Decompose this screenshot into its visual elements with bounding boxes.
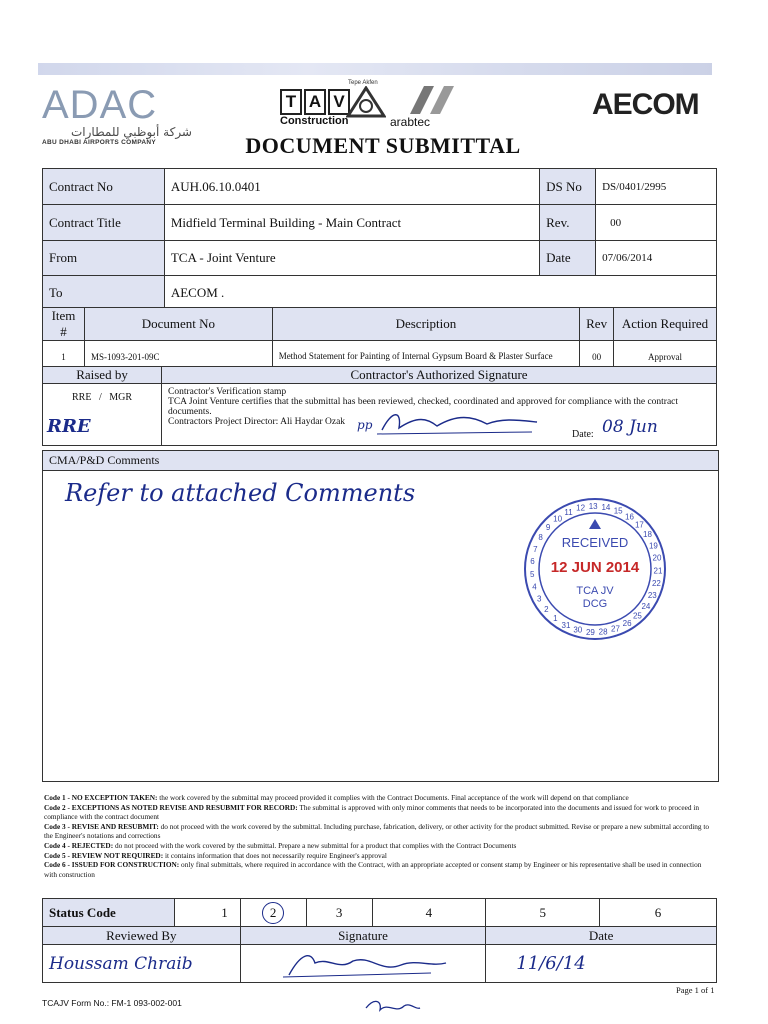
- tav-construction-text: Construction: [280, 115, 349, 127]
- status-code-6: 6: [600, 899, 717, 927]
- stamp-day-number: 9: [545, 522, 551, 532]
- adac-arabic-name: شركة أبوظبي للمطارات: [71, 125, 192, 139]
- status-code-3: 3: [306, 899, 372, 927]
- raised-by-cell: [43, 384, 162, 446]
- certification-text: TCA Joint Venture certifies that the submittal has been reviewed, checked, coordinated and approved for compliance with the contract documents.: [168, 397, 679, 417]
- date-label: Date: [540, 241, 596, 276]
- verification-stamp-cell: [162, 384, 717, 446]
- stamp-day-number: 29: [585, 627, 595, 637]
- stamp-line2: DCG: [582, 598, 608, 610]
- verification-stamp-title: Contractor's Verification stamp: [168, 387, 287, 397]
- reviewer-signature-cell: [240, 945, 486, 983]
- action-cell: Approval: [614, 341, 717, 373]
- date-header: Date: [486, 927, 717, 945]
- item-number-header: Item #: [43, 308, 85, 341]
- to-value: AECOM .: [164, 276, 716, 310]
- code-line: Code 4 - REJECTED: do not proceed with the work covered by the submittal. Prepare a new submittal for a product that complies with the Contract Documents: [44, 840, 517, 850]
- director-signature: [377, 408, 542, 438]
- stamp-day-number: 14: [601, 503, 611, 512]
- arabtec-mark-icon: [400, 84, 460, 116]
- status-code-1: 1: [174, 899, 240, 927]
- aecom-logo: AECOM: [592, 88, 699, 121]
- reviewer-signature: [281, 947, 451, 981]
- adac-logo-text: ADAC: [42, 83, 158, 127]
- stamp-day-number: 3: [536, 594, 542, 604]
- header-scan-bar: [38, 63, 712, 75]
- stamp-day-number: 16: [625, 512, 634, 522]
- rev-value: 00: [596, 205, 717, 241]
- tav-letters: [280, 89, 350, 115]
- tav-subtitle: Tepe Akfen: [348, 80, 378, 86]
- contract-title-label: Contract Title: [43, 205, 165, 241]
- contract-no-label: Contract No: [43, 169, 165, 205]
- date-value: 07/06/2014: [596, 241, 717, 276]
- stamp-day-number: 12: [576, 503, 586, 513]
- stamp-day-number: 5: [529, 570, 535, 579]
- stamp-day-number: 21: [653, 566, 663, 576]
- stamp-day-number: 27: [611, 624, 620, 634]
- tav-letter: V: [328, 89, 350, 115]
- item-number-cell: 1: [43, 341, 85, 373]
- status-code-5: 5: [486, 899, 600, 927]
- stamp-day-number: 6: [530, 557, 535, 567]
- signature-date-value: 08 Jun: [602, 417, 658, 437]
- comments-header: CMA/P&D Comments: [43, 451, 718, 471]
- page-number: Page 1 of 1: [676, 985, 715, 995]
- to-label: To: [43, 276, 165, 310]
- document-items-table: [42, 307, 717, 373]
- stamp-day-number: 30: [573, 625, 583, 635]
- form-number: TCAJV Form No.: FM-1 093-002-001: [42, 998, 182, 1008]
- tav-letter: A: [304, 89, 326, 115]
- joint-venture-triangle-icon: [346, 86, 386, 118]
- review-date: 11/6/14: [486, 945, 717, 983]
- contract-info-table: [42, 168, 717, 310]
- status-code-2: [240, 899, 306, 927]
- reviewer-name: Houssam Chraib: [43, 945, 241, 983]
- document-title: DOCUMENT SUBMITTAL: [245, 133, 521, 158]
- signature-header: Signature: [240, 927, 486, 945]
- status-code-4: 4: [372, 899, 486, 927]
- rev-header: Rev: [580, 308, 614, 341]
- stamp-day-number: 11: [564, 507, 573, 517]
- stamp-day-number: 23: [647, 591, 657, 601]
- ds-no-label: DS No: [540, 169, 596, 205]
- stamp-day-number: 2: [544, 604, 549, 614]
- authorized-signature-header: Contractor's Authorized Signature: [162, 367, 717, 384]
- rev-label: Rev.: [540, 205, 596, 241]
- status-code-label: Status Code: [43, 899, 175, 927]
- stamp-received-text: RECEIVED: [561, 535, 629, 550]
- raised-by-table: [42, 366, 717, 446]
- from-value: TCA - Joint Venture: [164, 241, 539, 276]
- stamp-day-number: 24: [641, 602, 651, 612]
- stamp-day-number: 10: [553, 514, 563, 524]
- raised-by-initials: RRE: [47, 416, 91, 437]
- received-stamp: [515, 497, 675, 642]
- selected-status-circle: 2: [262, 902, 284, 924]
- pp-mark: pp: [357, 418, 373, 432]
- stamp-line1: TCA JV: [576, 585, 614, 597]
- status-code-table: [42, 898, 717, 983]
- description-cell: Method Statement for Painting of Internal Gypsum Board & Plaster Surface: [272, 341, 579, 373]
- stamp-day-number: 18: [643, 530, 652, 540]
- description-header: Description: [272, 308, 579, 341]
- signature-date-label: Date:: [572, 429, 594, 440]
- stamp-day-number: 26: [622, 619, 632, 629]
- stamp-day-number: 31: [561, 620, 571, 630]
- contract-title-value: Midfield Terminal Building - Main Contract: [164, 205, 539, 241]
- code-line: Code 5 - REVIEW NOT REQUIRED: it contains information that does not necessarily require Engineer's approval: [44, 850, 387, 860]
- code-line: Code 2 - EXCEPTIONS AS NOTED REVISE AND RESUBMIT FOR RECORD: The submittal is approved with only minor comments that needs to be incorporated into the documents and issued for work to proceed in compliance with the contract document: [44, 802, 699, 822]
- stamp-day-number: 28: [598, 627, 608, 637]
- stamp-day-number: 20: [652, 553, 662, 563]
- document-no-header: Document No: [84, 308, 272, 341]
- ds-no-value: DS/0401/2995: [596, 169, 717, 205]
- stamp-day-number: 15: [613, 506, 623, 516]
- action-required-header: Action Required: [614, 308, 717, 341]
- stamp-day-number: 17: [634, 520, 644, 530]
- stamp-day-number: 13: [588, 502, 598, 511]
- code-line: Code 3 - REVISE AND RESUBMIT: do not proceed with the work covered by the submittal. Including purchase, fabrication, delivery, or other activity for the product submitted. Revise or prepare a new submittal according to the Engineer's notations and corrections: [44, 821, 710, 841]
- document-no-cell: MS-1093-201-09C: [84, 341, 272, 373]
- status-codes-legend: [44, 793, 716, 879]
- footer-initials-mark: [362, 996, 422, 1020]
- tav-arabtec-logo: [280, 80, 470, 130]
- stamp-day-number: 7: [533, 544, 538, 554]
- handwritten-comment: Refer to attached Comments: [65, 479, 416, 507]
- project-director-text: Contractors Project Director: Ali Haydar Ozak: [168, 417, 346, 427]
- contract-no-value: AUH.06.10.0401: [164, 169, 539, 205]
- from-label: From: [43, 241, 165, 276]
- raised-by-header: Raised by: [43, 367, 162, 384]
- stamp-day-number: 4: [532, 582, 537, 592]
- code-line: Code 1 - NO EXCEPTION TAKEN: the work covered by the submittal may proceed provided it complies with the Contract Documents. Final acceptance of the work will depend on that compliance: [44, 793, 629, 802]
- stamp-day-number: 8: [538, 533, 543, 543]
- adac-english-name: ABU DHABI AIRPORTS COMPANY: [42, 139, 156, 146]
- code-line: Code 6 - ISSUED FOR CONSTRUCTION: only final submittals, where required in accordance with the Contract, with an appropriate accepted or consent stamp by Engineer or his representative shall be used in connection with construction: [44, 860, 702, 879]
- reviewed-by-header: Reviewed By: [43, 927, 241, 945]
- raised-by-value: RRE / MGR: [72, 392, 133, 403]
- tav-letter: T: [280, 89, 302, 115]
- stamp-day-number: 25: [632, 611, 642, 621]
- rev-cell: 00: [580, 341, 614, 373]
- arabtec-text: arabtec: [390, 115, 431, 129]
- stamp-date: 12 JUN 2014: [550, 559, 640, 576]
- stamp-day-number: 19: [648, 541, 658, 551]
- stamp-day-number: 22: [651, 579, 661, 589]
- stamp-day-number: 1: [553, 613, 558, 623]
